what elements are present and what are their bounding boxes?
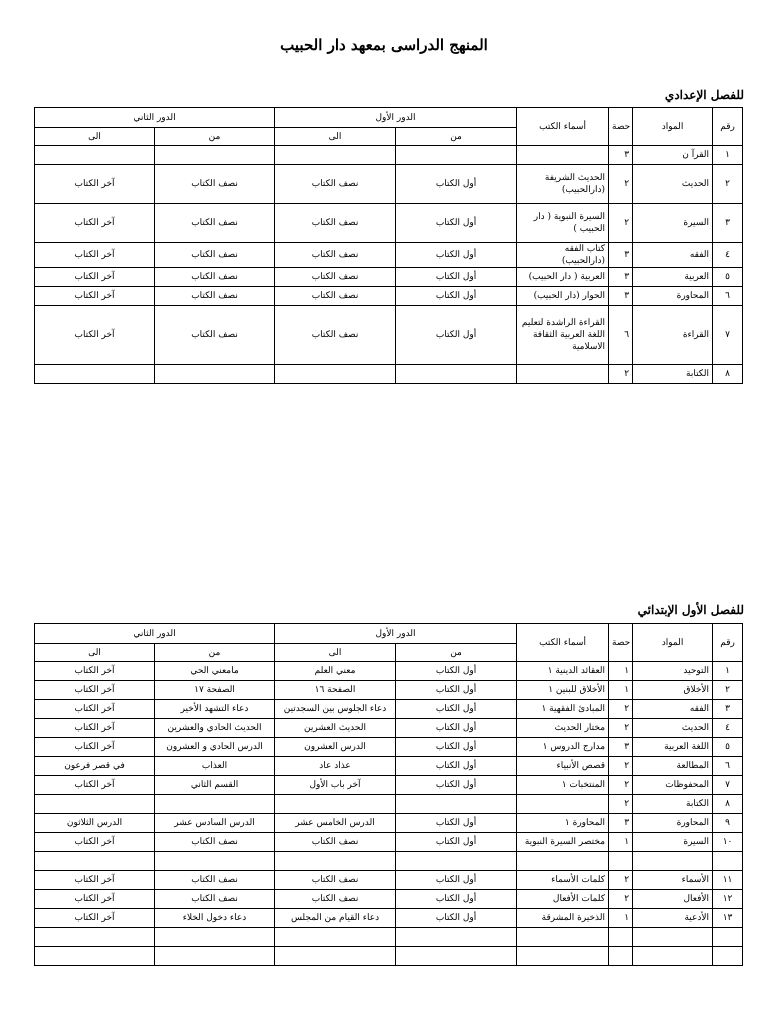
cell-term2-to: آخر الكتاب: [35, 306, 155, 365]
cell-term1-to: نصف الكتاب: [275, 871, 396, 890]
cell-book: الحديث الشريفة (دارالحبيب): [517, 165, 609, 204]
cell-term2-from: [155, 795, 275, 814]
cell-term2-to: آخر الكتاب: [35, 890, 155, 909]
table-row: [35, 268, 743, 287]
cell-term1-to: [275, 928, 396, 947]
cell-subject: الحديث: [633, 719, 713, 738]
header-term2: الدور الثاني: [35, 108, 275, 128]
cell-subject: الحديث: [633, 165, 713, 204]
cell-term2-to: [35, 947, 155, 966]
table-row: [35, 287, 743, 306]
cell-term1-to: الصفحة ١٦: [275, 681, 396, 700]
cell-term1-to: دعاء القيام من المجلس: [275, 909, 396, 928]
cell-book: قصص الأنبياء: [517, 757, 609, 776]
cell-term1-from: أول الكتاب: [396, 306, 517, 365]
cell-term1-from: أول الكتاب: [396, 738, 517, 757]
cell-term2-from: [155, 146, 275, 165]
cell-subject: القراءة: [633, 306, 713, 365]
cell-term1-from: أول الكتاب: [396, 776, 517, 795]
cell-term1-to: نصف الكتاب: [275, 833, 396, 852]
cell-subject: السيرة: [633, 833, 713, 852]
cell-num: ٧: [713, 306, 743, 365]
cell-term2-from: نصف الكتاب: [155, 268, 275, 287]
table-row: [35, 928, 743, 947]
cell-term2-to: الدرس الثلاثون: [35, 814, 155, 833]
table-row: [35, 719, 743, 738]
cell-term1-to: نصف الكتاب: [275, 243, 396, 268]
cell-hours: ٣: [609, 146, 633, 165]
cell-term1-to: نصف الكتاب: [275, 287, 396, 306]
cell-term2-from: نصف الكتاب: [155, 165, 275, 204]
table-row: [35, 852, 743, 871]
cell-term1-to: [275, 852, 396, 871]
table-row: [35, 738, 743, 757]
cell-subject: الفقه: [633, 243, 713, 268]
cell-hours: ٢: [609, 204, 633, 243]
header-term1-to: الى: [275, 644, 396, 662]
cell-term2-to: في قصر فرعون: [35, 757, 155, 776]
cell-hours: ٢: [609, 365, 633, 384]
header-books: أسماء الكتب: [517, 624, 609, 662]
cell-term1-to: [275, 947, 396, 966]
cell-term1-to: عذاد عاد: [275, 757, 396, 776]
cell-hours: ٣: [609, 814, 633, 833]
cell-term2-from: نصف الكتاب: [155, 833, 275, 852]
cell-book: [517, 947, 609, 966]
cell-term2-from: نصف الكتاب: [155, 871, 275, 890]
cell-num: ٦: [713, 757, 743, 776]
cell-term1-from: [396, 947, 517, 966]
cell-term1-from: أول الكتاب: [396, 814, 517, 833]
cell-subject: الأخلاق: [633, 681, 713, 700]
cell-hours: ٢: [609, 719, 633, 738]
cell-book: مدارج الدروس ١: [517, 738, 609, 757]
cell-term2-to: آخر الكتاب: [35, 681, 155, 700]
cell-hours: ٢: [609, 700, 633, 719]
cell-subject: الأسماء: [633, 871, 713, 890]
table-row: [35, 700, 743, 719]
cell-term1-to: نصف الكتاب: [275, 268, 396, 287]
cell-term2-from: مامعني الحي: [155, 662, 275, 681]
table-row: [35, 306, 743, 365]
cell-num: ١: [713, 146, 743, 165]
header-num: ﺭﻗﻢ: [713, 624, 743, 662]
header-row-top: [35, 624, 743, 644]
table-row: [35, 662, 743, 681]
table-row: [35, 814, 743, 833]
header-term1: الدور الأول: [275, 624, 517, 644]
cell-term2-to: آخر الكتاب: [35, 165, 155, 204]
cell-subject: الكتابة: [633, 365, 713, 384]
section-label-first-primary: للفصل الأول الإبتدائي: [637, 603, 744, 617]
cell-term1-from: أول الكتاب: [396, 662, 517, 681]
cell-term2-to: آخر الكتاب: [35, 700, 155, 719]
cell-term2-from: الدرس الحادي و العشرون: [155, 738, 275, 757]
cell-num: ٥: [713, 268, 743, 287]
cell-term2-from: نصف الكتاب: [155, 890, 275, 909]
cell-book: [517, 146, 609, 165]
cell-book: الحوار (دار الحبيب): [517, 287, 609, 306]
cell-subject: المحاورة: [633, 814, 713, 833]
cell-num: ٢: [713, 165, 743, 204]
section-label-preparatory: للفصل الإعدادي: [664, 88, 744, 102]
cell-num: ٤: [713, 719, 743, 738]
cell-term1-from: [396, 365, 517, 384]
cell-book: العربية ( دار الحبيب): [517, 268, 609, 287]
cell-book: الأخلاق للبنين ١: [517, 681, 609, 700]
cell-num: ٩: [713, 814, 743, 833]
cell-term2-from: الصفحة ١٧: [155, 681, 275, 700]
cell-subject: الكتابة: [633, 795, 713, 814]
cell-term2-from: نصف الكتاب: [155, 243, 275, 268]
table-row: [35, 871, 743, 890]
header-term2-from: من: [155, 128, 275, 146]
cell-book: [517, 795, 609, 814]
cell-term2-to: آخر الكتاب: [35, 719, 155, 738]
cell-book: المحاورة ١: [517, 814, 609, 833]
cell-num: [713, 947, 743, 966]
header-hours: ﺣﺼﺔ: [609, 108, 633, 146]
cell-book: كلمات الأفعال: [517, 890, 609, 909]
cell-term2-to: [35, 146, 155, 165]
header-term1-from: من: [396, 128, 517, 146]
cell-term2-from: الحديث الحادي والعشرين: [155, 719, 275, 738]
cell-hours: ٣: [609, 268, 633, 287]
cell-book: القراءة الراشدة لتعليم اللغة العربية الثقافة الاسلامية: [517, 306, 609, 365]
cell-term2-to: آخر الكتاب: [35, 662, 155, 681]
cell-term2-from: دعاء التشهد الأخير: [155, 700, 275, 719]
header-term1: الدور الأول: [275, 108, 517, 128]
cell-term1-to: نصف الكتاب: [275, 306, 396, 365]
cell-term2-to: آخر الكتاب: [35, 287, 155, 306]
cell-num: ١٠: [713, 833, 743, 852]
cell-book: كتاب الفقه (دارالحبيب): [517, 243, 609, 268]
page-title: المنهج الدراسى بمعهد دار الحبيب: [280, 36, 488, 54]
cell-hours: ٢: [609, 795, 633, 814]
cell-term1-to: [275, 795, 396, 814]
cell-book: كلمات الأسماء: [517, 871, 609, 890]
cell-term2-from: [155, 928, 275, 947]
cell-term2-to: آخر الكتاب: [35, 833, 155, 852]
table-row: [35, 947, 743, 966]
cell-term1-from: أول الكتاب: [396, 871, 517, 890]
cell-term2-to: آخر الكتاب: [35, 268, 155, 287]
cell-term1-from: أول الكتاب: [396, 243, 517, 268]
cell-hours: ١: [609, 681, 633, 700]
table-row: [35, 146, 743, 165]
cell-term1-to: [275, 365, 396, 384]
cell-subject: المحاورة: [633, 287, 713, 306]
cell-term1-to: [275, 146, 396, 165]
header-subject: المواد: [633, 108, 713, 146]
cell-subject: [633, 852, 713, 871]
cell-term2-from: العذاب: [155, 757, 275, 776]
cell-num: ٦: [713, 287, 743, 306]
cell-term1-from: أول الكتاب: [396, 757, 517, 776]
cell-term1-from: أول الكتاب: [396, 204, 517, 243]
curriculum-table-preparatory: [34, 107, 743, 384]
cell-term2-to: آخر الكتاب: [35, 243, 155, 268]
header-term2-to: الى: [35, 644, 155, 662]
cell-term1-to: معني العلم: [275, 662, 396, 681]
cell-num: ٧: [713, 776, 743, 795]
table-row: [35, 204, 743, 243]
cell-term2-to: [35, 365, 155, 384]
cell-hours: ١: [609, 909, 633, 928]
cell-term1-from: أول الكتاب: [396, 890, 517, 909]
cell-term1-from: أول الكتاب: [396, 681, 517, 700]
cell-term1-from: أول الكتاب: [396, 700, 517, 719]
cell-num: ١١: [713, 871, 743, 890]
cell-hours: ٣: [609, 287, 633, 306]
cell-subject: [633, 928, 713, 947]
cell-term2-to: آخر الكتاب: [35, 909, 155, 928]
cell-hours: [609, 947, 633, 966]
table-row: [35, 833, 743, 852]
table-row: [35, 909, 743, 928]
cell-book: [517, 365, 609, 384]
cell-term2-to: [35, 928, 155, 947]
cell-term2-to: آخر الكتاب: [35, 871, 155, 890]
cell-term1-from: أول الكتاب: [396, 165, 517, 204]
cell-term2-from: نصف الكتاب: [155, 287, 275, 306]
header-row-top: [35, 108, 743, 128]
cell-term2-from: [155, 852, 275, 871]
cell-book: [517, 928, 609, 947]
cell-hours: ٣: [609, 738, 633, 757]
cell-term1-to: دعاء الجلوس بين السجدتين: [275, 700, 396, 719]
cell-term2-from: [155, 365, 275, 384]
cell-term1-from: أول الكتاب: [396, 268, 517, 287]
cell-subject: المحفوظات: [633, 776, 713, 795]
cell-num: ١٢: [713, 890, 743, 909]
table-row: [35, 757, 743, 776]
cell-term2-to: آخر الكتاب: [35, 738, 155, 757]
cell-book: السيرة النبوية ( دار الحبيب ): [517, 204, 609, 243]
table-row: [35, 776, 743, 795]
cell-book: المبادئ الفقهية ١: [517, 700, 609, 719]
cell-subject: الأدعية: [633, 909, 713, 928]
table-row: [35, 681, 743, 700]
cell-term2-from: الدرس السادس عشر: [155, 814, 275, 833]
curriculum-table-first-primary: [34, 623, 743, 966]
cell-term1-to: نصف الكتاب: [275, 165, 396, 204]
cell-book: مختار الحديث: [517, 719, 609, 738]
cell-book: مختصر السيرة النبوية: [517, 833, 609, 852]
cell-term2-from: القسم الثاني: [155, 776, 275, 795]
cell-subject: [633, 947, 713, 966]
cell-term2-to: آخر الكتاب: [35, 204, 155, 243]
cell-num: ٢: [713, 681, 743, 700]
cell-num: ٨: [713, 365, 743, 384]
cell-subject: القرآ ن: [633, 146, 713, 165]
cell-book: [517, 852, 609, 871]
cell-hours: ٢: [609, 165, 633, 204]
cell-term2-to: [35, 795, 155, 814]
header-subject: المواد: [633, 624, 713, 662]
header-term1-from: من: [396, 644, 517, 662]
cell-term1-from: [396, 928, 517, 947]
cell-term1-to: نصف الكتاب: [275, 890, 396, 909]
cell-term1-from: [396, 795, 517, 814]
cell-hours: ٢: [609, 890, 633, 909]
header-term2-to: الى: [35, 128, 155, 146]
table-row: [35, 365, 743, 384]
cell-num: ٣: [713, 700, 743, 719]
cell-hours: ١: [609, 662, 633, 681]
cell-term1-from: أول الكتاب: [396, 719, 517, 738]
cell-book: العقائد الدينية ١: [517, 662, 609, 681]
table-row: [35, 243, 743, 268]
cell-term2-from: نصف الكتاب: [155, 204, 275, 243]
cell-hours: [609, 852, 633, 871]
cell-term1-to: آخر باب الأول: [275, 776, 396, 795]
cell-book: المنتخبات ١: [517, 776, 609, 795]
cell-term1-from: أول الكتاب: [396, 909, 517, 928]
cell-term1-to: الحديث العشرين: [275, 719, 396, 738]
cell-term2-to: آخر الكتاب: [35, 776, 155, 795]
cell-term2-to: [35, 852, 155, 871]
cell-num: [713, 928, 743, 947]
cell-hours: ٢: [609, 757, 633, 776]
cell-term1-to: نصف الكتاب: [275, 204, 396, 243]
cell-term1-to: الدرس العشرون: [275, 738, 396, 757]
cell-term2-from: [155, 947, 275, 966]
cell-hours: [609, 928, 633, 947]
cell-subject: السيرة: [633, 204, 713, 243]
cell-term1-from: أول الكتاب: [396, 287, 517, 306]
cell-num: ١٣: [713, 909, 743, 928]
header-num: ﺭﻗﻢ: [713, 108, 743, 146]
header-term2: الدور الثاني: [35, 624, 275, 644]
header-term2-from: من: [155, 644, 275, 662]
header-term1-to: الى: [275, 128, 396, 146]
cell-term1-from: أول الكتاب: [396, 833, 517, 852]
cell-hours: ٢: [609, 871, 633, 890]
cell-num: [713, 852, 743, 871]
table-row: [35, 890, 743, 909]
cell-subject: الأفعال: [633, 890, 713, 909]
cell-term1-from: [396, 146, 517, 165]
cell-num: ١: [713, 662, 743, 681]
cell-subject: التوحيد: [633, 662, 713, 681]
cell-term2-from: دعاء دخول الخلاء: [155, 909, 275, 928]
cell-term2-from: نصف الكتاب: [155, 306, 275, 365]
table-row: [35, 795, 743, 814]
cell-subject: المطالعة: [633, 757, 713, 776]
cell-subject: العربية: [633, 268, 713, 287]
cell-num: ٨: [713, 795, 743, 814]
cell-term1-to: الدرس الخامس عشر: [275, 814, 396, 833]
cell-hours: ٢: [609, 776, 633, 795]
cell-book: الذخيرة المشرقة: [517, 909, 609, 928]
cell-hours: ١: [609, 833, 633, 852]
cell-num: ٤: [713, 243, 743, 268]
cell-subject: اللغة العربية: [633, 738, 713, 757]
cell-hours: ٦: [609, 306, 633, 365]
cell-num: ٣: [713, 204, 743, 243]
cell-subject: الفقه: [633, 700, 713, 719]
header-books: أسماء الكتب: [517, 108, 609, 146]
header-hours: ﺣﺼﺔ: [609, 624, 633, 662]
cell-term1-from: [396, 852, 517, 871]
cell-hours: ٣: [609, 243, 633, 268]
table-row: [35, 165, 743, 204]
cell-num: ٥: [713, 738, 743, 757]
